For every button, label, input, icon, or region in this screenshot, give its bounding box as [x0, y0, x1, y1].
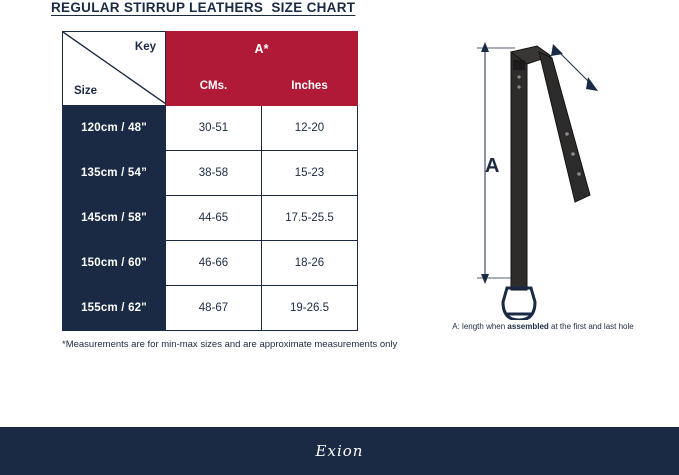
header-group-a: A* [166, 32, 358, 66]
row-size-label: 120cm / 48" [63, 106, 166, 151]
table-row [63, 151, 358, 196]
caption-text-bold: assembled [507, 322, 549, 331]
row-value-cms: 30-51 [166, 106, 262, 151]
row-value-inches: 18-26 [262, 241, 358, 286]
dimension-label-a: A [485, 155, 500, 177]
key-label: Key [134, 41, 156, 53]
size-label: Size [74, 85, 98, 97]
table-row [63, 106, 358, 151]
table-row [63, 241, 358, 286]
row-value-inches: 12-20 [262, 106, 358, 151]
row-value-inches: 15-23 [262, 151, 358, 196]
measurement-note: *Measurements are for min-max sizes and are approximate measurements only [62, 339, 398, 350]
table-corner-cell [63, 32, 166, 106]
caption-text-post: at the first and last hole [548, 322, 634, 331]
table-row [63, 196, 358, 241]
page-title: REGULAR STIRRUP LEATHERS SIZE CHART [51, 0, 356, 15]
row-size-label: 145cm / 58" [63, 196, 166, 241]
row-value-cms: 38-58 [166, 151, 262, 196]
diagram-caption [428, 322, 658, 332]
caption-text-pre: A: length when [452, 322, 508, 331]
row-value-cms: 48-67 [166, 286, 262, 331]
size-chart-table [62, 31, 358, 331]
stirrup-leather-diagram [455, 30, 645, 320]
row-value-cms: 46-66 [166, 241, 262, 286]
table-header-row-group [63, 32, 358, 66]
row-size-label: 135cm / 54” [63, 151, 166, 196]
row-size-label: 150cm / 60" [63, 241, 166, 286]
row-size-label: 155cm / 62" [63, 286, 166, 331]
header-unit-inches: Inches [262, 66, 358, 106]
footer-bar [0, 427, 679, 475]
row-value-inches: 19-26.5 [262, 286, 358, 331]
row-value-cms: 44-65 [166, 196, 262, 241]
brand-logo: Exion [315, 442, 364, 460]
header-unit-cms: CMs. [166, 66, 262, 106]
table-row [63, 286, 358, 331]
row-value-inches: 17.5-25.5 [262, 196, 358, 241]
size-chart-table-wrapper [62, 31, 358, 331]
stirrup-leather-illustration-icon [455, 30, 645, 320]
